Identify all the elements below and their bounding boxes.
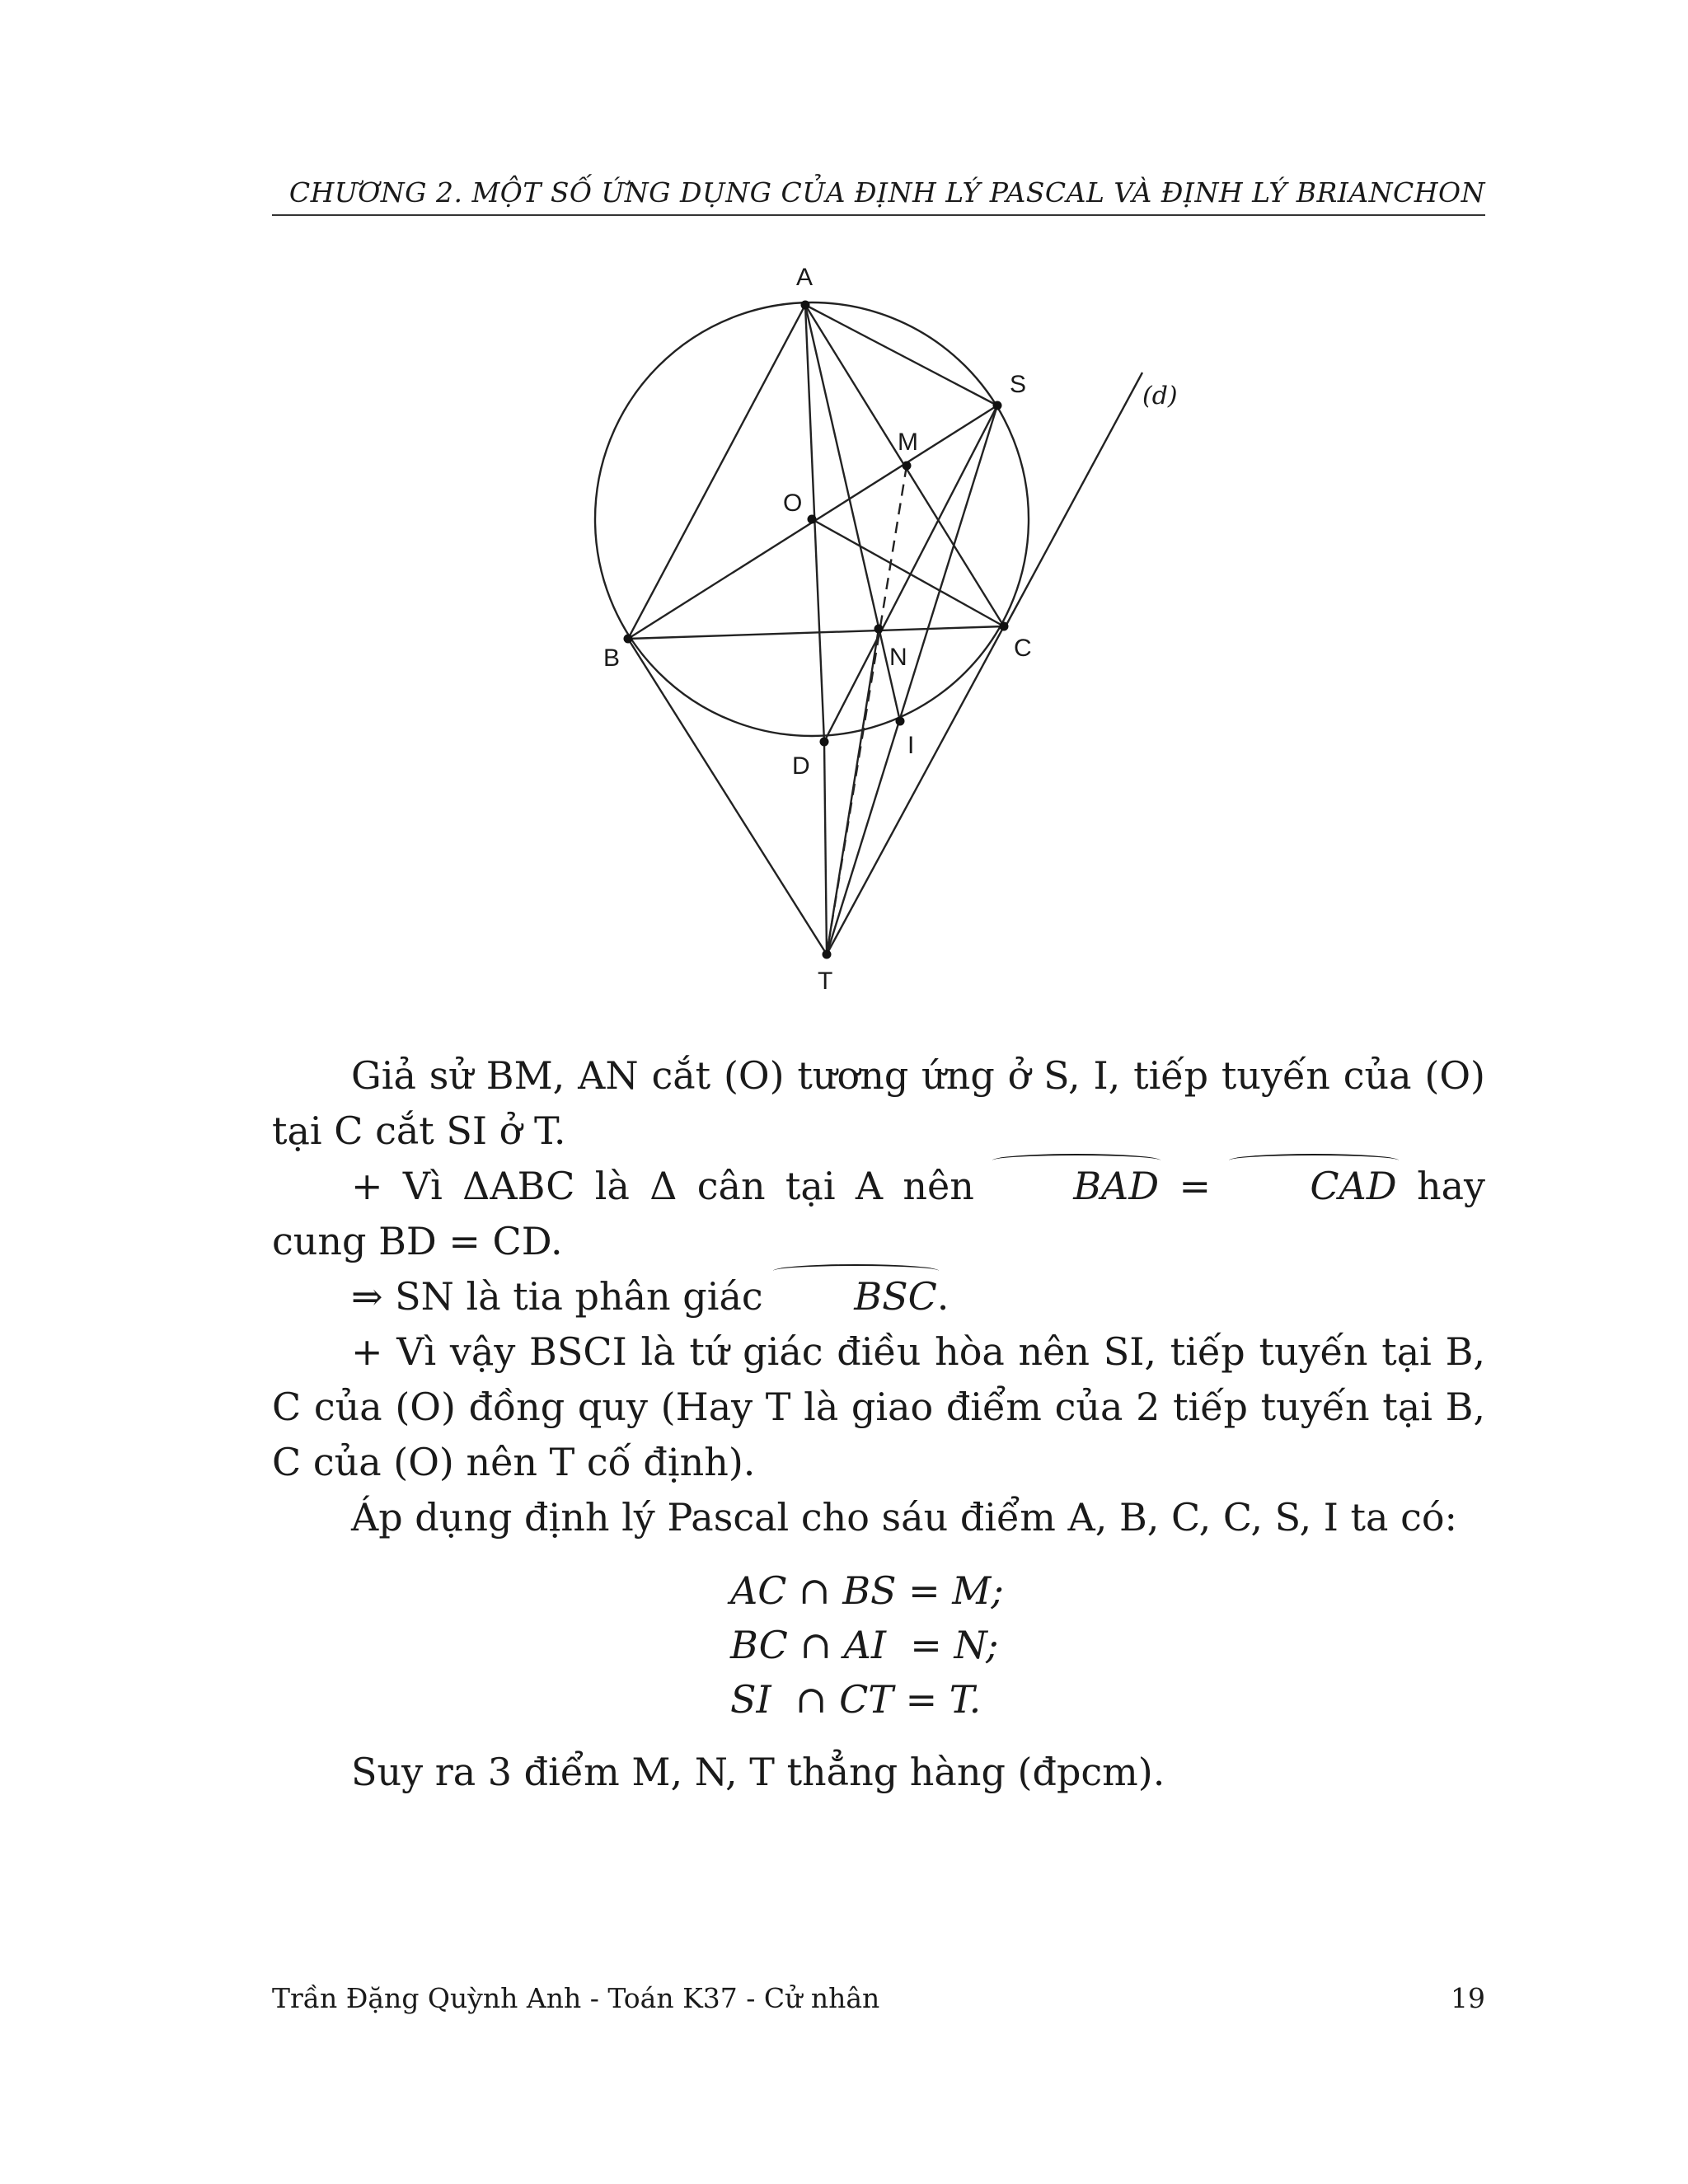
label-o: O [783,490,803,517]
chapter-title: CHƯƠNG 2. MỘT SỐ ỨNG DỤNG CỦA ĐỊNH LÝ PASCAL VÀ ĐỊNH LÝ BRIANCHON [288,176,1485,209]
paragraph-1: Giả sử BM, AN cắt (O) tương ứng ở S, I, tiếp tuyến của (O) tại C cắt SI ở T. [272,1053,1485,1153]
paragraph-2-start: + Vì ΔABC là Δ cân tại A nên [351,1164,995,1208]
segment-as [805,305,997,405]
segment-bc [628,626,1004,639]
label-a: A [796,264,814,291]
paragraph-5: Áp dụng định lý Pascal cho sáu điểm A, B, C, C, S, I ta có: [351,1495,1458,1540]
point-o [808,515,817,524]
point-t [823,950,832,959]
paragraph-conclusion: Suy ra 3 điểm M, N, T thẳng hàng (đpcm). [351,1750,1165,1794]
point-b [624,635,633,644]
paragraph-3-start: ⇒ SN là tia phân giác [351,1274,776,1319]
segment-ai [805,305,900,721]
pascal-equations [730,1563,1485,1727]
segment-ab [628,305,805,639]
tangent-tb [628,639,827,954]
paragraph-4: + Vì vậy BSCI là tứ giác điều hòa nên SI, tiếp tuyến tại B, C của (O) đồng quy (Hay T là giao điểm của 2 tiếp tuyến tại B, C của (O) nên T cố định). [272,1329,1485,1484]
point-d [820,738,829,747]
label-n: N [889,644,907,671]
segment-st [827,405,997,954]
page-number: 19 [1451,1982,1485,2014]
paragraph-3 [272,1269,1485,1324]
geometry-diagram [569,255,1195,997]
paragraph-2-end: hay cung BD = CD. [272,1164,1485,1263]
geometry-figure [569,255,1195,997]
tangent-line-d [1006,373,1142,626]
label-i: I [907,732,915,759]
segment-oc [812,519,1004,626]
body-text [272,1048,1485,1800]
paragraph-2 [272,1159,1485,1269]
arc-bsc: BSC [775,1269,937,1324]
equation-3: SI ∩ CT = T. [730,1677,982,1722]
paragraph-3-end: . [936,1274,950,1319]
label-t: T [818,968,833,995]
paragraph-2-mid: = [1159,1164,1231,1208]
footer-author: Trần Đặng Quỳnh Anh - Toán K37 - Cử nhân [272,1982,880,2014]
running-header [272,175,1485,216]
label-m: M [898,429,918,456]
segment-ad [805,305,824,742]
point-a [801,301,810,310]
point-m [903,462,912,471]
equation-1: AC ∩ BS = M; [730,1568,1004,1613]
arc-cad: CAD [1231,1159,1396,1214]
point-i [896,717,905,726]
segment-dt [824,742,827,954]
point-n [874,625,884,634]
label-d: D [792,752,810,780]
label-d-line: (d) [1142,382,1178,410]
equation-2: BC ∩ AI = N; [730,1623,999,1667]
point-s [993,401,1002,410]
label-b: B [603,644,621,672]
label-c: C [1014,635,1032,662]
label-s: S [1010,371,1027,398]
arc-bad: BAD [994,1159,1159,1214]
point-c [1000,622,1009,631]
